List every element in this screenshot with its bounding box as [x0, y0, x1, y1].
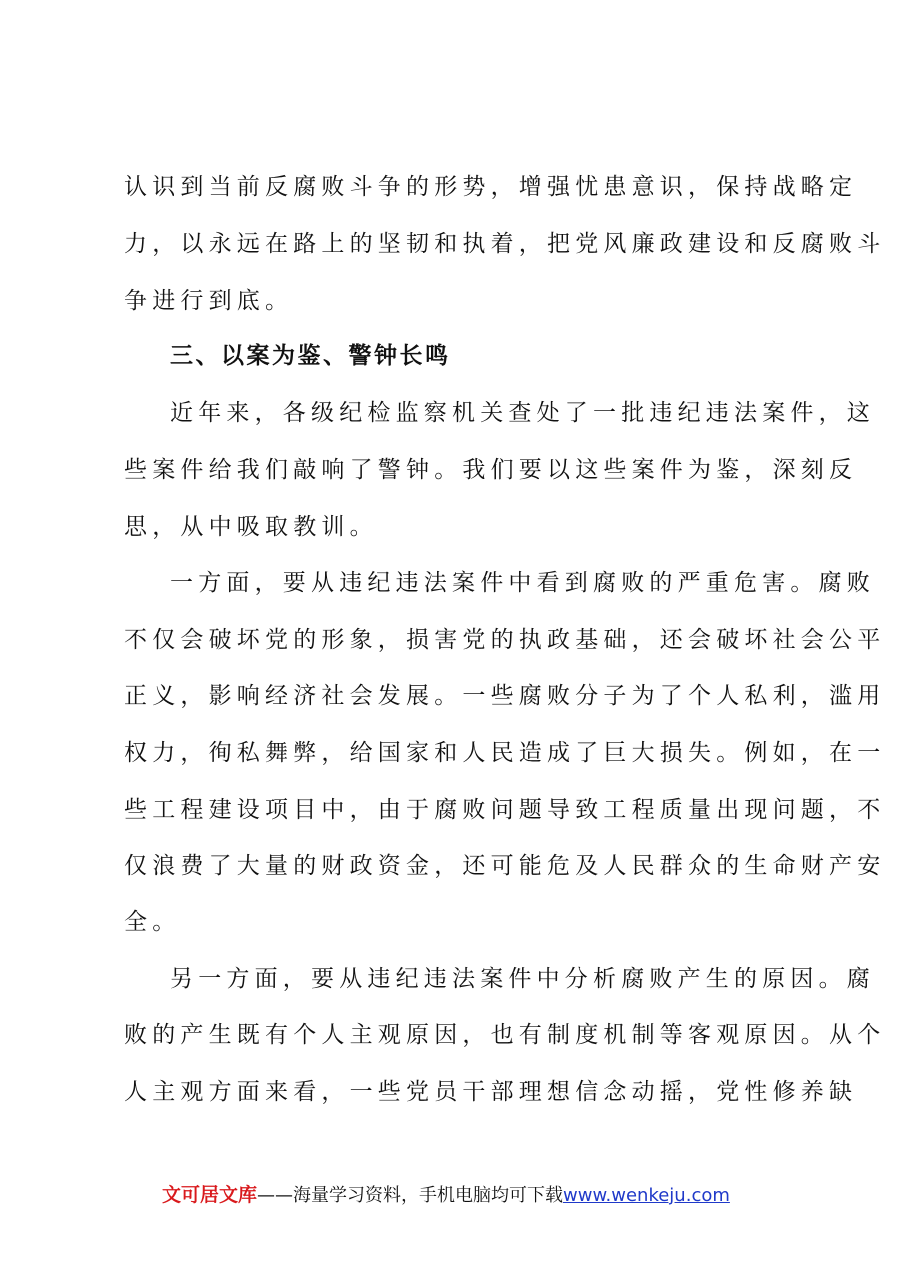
paragraph-line: 思，从中吸取教训。	[124, 514, 378, 540]
footer	[162, 1182, 730, 1209]
paragraph-line: 近年来，各级纪检监察机关查处了一批违纪违法案件，这	[170, 400, 875, 426]
paragraph-line: 些案件给我们敲响了警钟。我们要以这些案件为鉴，深刻反	[124, 457, 858, 483]
paragraph-line: 权力，徇私舞弊，给国家和人民造成了巨大损失。例如，在一	[124, 740, 886, 766]
paragraph-line: 人主观方面来看，一些党员干部理想信念动摇，党性修养缺	[124, 1079, 858, 1105]
paragraph-line: 败的产生既有个人主观原因，也有制度机制等客观原因。从个	[124, 1022, 886, 1048]
paragraph-line: 另一方面，要从违纪违法案件中分析腐败产生的原因。腐	[170, 966, 875, 992]
paragraph-line: 认识到当前反腐败斗争的形势，增强忧患意识，保持战略定	[124, 174, 858, 200]
paragraph-line: 正义，影响经济社会发展。一些腐败分子为了个人私利，滥用	[124, 683, 886, 709]
paragraph-line: 不仅会破坏党的形象，损害党的执政基础，还会破坏社会公平	[124, 627, 886, 653]
paragraph-line: 争进行到底。	[124, 288, 294, 314]
paragraph-line: 一方面，要从违纪违法案件中看到腐败的严重危害。腐败	[170, 570, 875, 596]
paragraph-line: 全。	[124, 909, 181, 935]
footer-tagline: ——海量学习资料，手机电脑均可下载	[257, 1185, 564, 1206]
section-heading: 三、以案为鉴、警钟长鸣	[170, 343, 451, 369]
footer-link[interactable]: www.wenkeju.com	[563, 1185, 730, 1206]
footer-brand: 文可居文库	[162, 1184, 258, 1206]
paragraph-line: 仅浪费了大量的财政资金，还可能危及人民群众的生命财产安	[124, 853, 886, 879]
paragraph-line: 力，以永远在路上的坚韧和执着，把党风廉政建设和反腐败斗	[124, 231, 886, 257]
paragraph-line: 些工程建设项目中，由于腐败问题导致工程质量出现问题，不	[124, 797, 886, 823]
